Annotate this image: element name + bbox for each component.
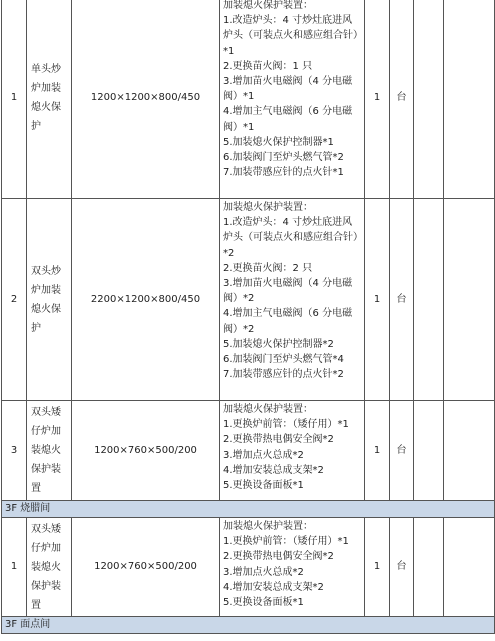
description-line: 2.更换带热电偶安全阀*2 [223,434,334,446]
description-line: 加装熄火保护装置： [223,404,313,415]
description-line: 加装熄火保护装置： [223,0,313,11]
description-line: 7.加装带感应针的点火针*1 [223,167,344,179]
description-line: 1.改造炉头：4 寸炒灶底进风炉头（可装点火和感应组合针）*2 [223,217,358,259]
item-name-cell: 双头矮仔炉加装熄火保护装置 [27,518,72,617]
description-line: 4.增加安装总成支架*2 [223,464,324,476]
table-row [2,199,495,401]
table-row [2,0,495,199]
section-header-row [2,617,495,634]
section-header: 3F 烧腊间 [2,501,495,518]
empty-cell [414,401,444,501]
description-line: 1.改造炉头：4 寸炒灶底进风炉头（可装点火和感应组合针）*1 [223,15,358,57]
description-line: 加装熄火保护装置： [223,202,313,213]
spec-cell: 1200×1200×800/450 [72,0,220,199]
unit-cell: 台 [390,401,414,501]
spec-cell: 1200×760×500/200 [72,401,220,501]
quantity-cell: 1 [365,0,390,199]
description-line: 3.增加苗火电磁阀（4 分电磁阀）*1 [223,76,353,103]
table-row [2,518,495,617]
description-line: 1.更换炉前管：（矮仔用）*1 [223,536,349,548]
description-cell [220,401,365,501]
empty-cell [414,199,444,401]
description-line: 5.加装熄火保护控制器*1 [223,136,334,148]
unit-cell: 台 [390,518,414,617]
spec-cell: 2200×1200×800/450 [72,199,220,401]
empty-cell [444,518,495,617]
description-line: 4.增加安装总成支架*2 [223,581,324,593]
description-line: 3.增加点火总成*2 [223,566,304,578]
empty-cell [444,0,495,199]
quantity-cell: 1 [365,199,390,401]
description-line: 5.更换设备面板*1 [223,597,304,609]
empty-cell [444,401,495,501]
equipment-table [1,0,495,634]
item-name-cell: 双头炒炉加装熄火保护 [27,199,72,401]
description-line: 2.更换苗火阀：1 只 [223,60,313,72]
empty-cell [444,199,495,401]
description-line: 6.加装阀门至炉头燃气管*4 [223,354,344,366]
item-name-cell: 双头矮仔炉加装熄火保护装置 [27,401,72,501]
description-line: 5.加装熄火保护控制器*2 [223,338,334,350]
table-row [2,401,495,501]
row-index-cell: 3 [2,401,27,501]
description-cell [220,199,365,401]
description-line: 7.加装带感应针的点火针*2 [223,369,344,381]
description-line: 2.更换带热电偶安全阀*2 [223,551,334,563]
row-index-cell: 2 [2,199,27,401]
spec-cell: 1200×760×500/200 [72,518,220,617]
description-line: 4.增加主气电磁阀（6 分电磁阀）*1 [223,106,353,133]
description-line: 4.增加主气电磁阀（6 分电磁阀）*2 [223,308,353,335]
section-header-row [2,501,495,518]
unit-cell: 台 [390,0,414,199]
quantity-cell: 1 [365,518,390,617]
description-line: 加装熄火保护装置： [223,521,313,532]
unit-cell: 台 [390,199,414,401]
description-line: 2.更换苗火阀：2 只 [223,262,313,274]
quantity-cell: 1 [365,401,390,501]
description-line: 1.更换炉前管：（矮仔用）*1 [223,419,349,431]
empty-cell [414,518,444,617]
row-index-cell: 1 [2,518,27,617]
description-cell [220,518,365,617]
row-index-cell: 1 [2,0,27,199]
item-name-cell: 单头炒炉加装熄火保护 [27,0,72,199]
section-header: 3F 面点间 [2,617,495,634]
description-line: 5.更换设备面板*1 [223,480,304,492]
description-line: 6.加装阀门至炉头燃气管*2 [223,152,344,164]
empty-cell [414,0,444,199]
description-line: 3.增加点火总成*2 [223,449,304,461]
description-cell [220,0,365,199]
description-line: 3.增加苗火电磁阀（4 分电磁阀）*2 [223,278,353,305]
